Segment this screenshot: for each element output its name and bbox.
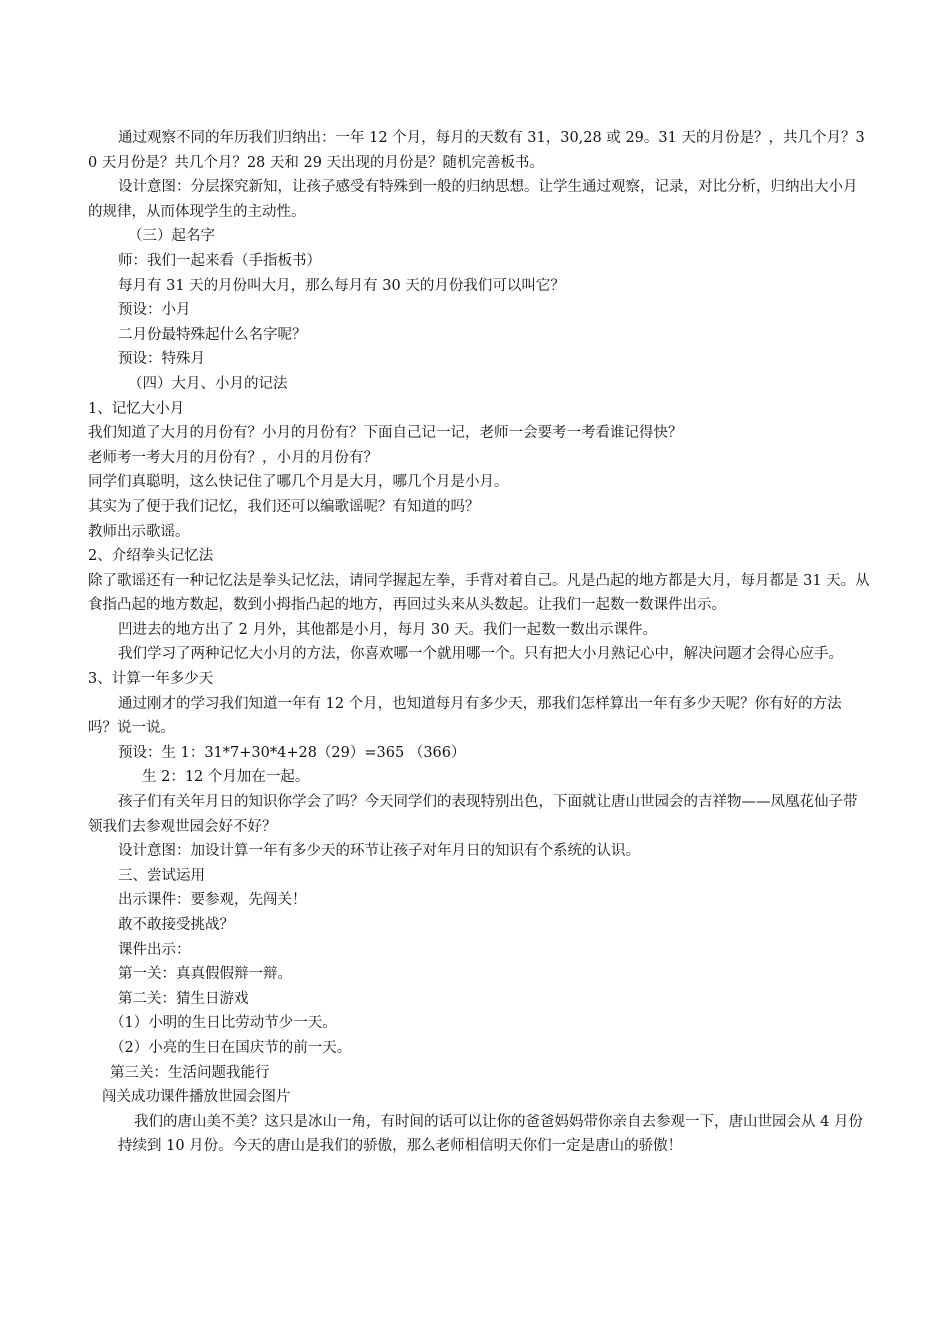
heading-memorize: 1、记忆大小月 [88,400,185,417]
line-level-2: 第二关：猜生日游戏 [118,990,249,1007]
line-show-rhyme: 教师出示歌谣。 [88,523,190,540]
line-xiaoliang: （2）小亮的生日在国庆节的前一天。 [110,1039,352,1056]
line-preset-small: 预设：小月 [118,302,191,319]
paragraph-fist: 除了歌谣还有一种记忆法是拳头记忆法，请同学握起左拳，手背对着自己。凡是凸起的地方都是大月，每月都是 31 天。从食指凸起的地方数起，数到小拇指凸起的地方，再回过头来从头数起。让我们一起数一数课件出示。 [88,572,870,614]
line-preset-special: 预设：特殊月 [118,351,205,368]
heading-try: 三、尝试运用 [118,867,205,884]
line-student-2: 生 2：12 个月加在一起。 [142,769,310,786]
line-smart: 同学们真聪明，这么快记住了哪几个月是大月，哪几个月是小月。 [88,474,509,491]
heading-memory-methods: （四）大月、小月的记法 [128,375,288,392]
line-level-1: 第一关：真真假假辩一辩。 [118,966,292,983]
line-teacher: 师：我们一起来看（手指板书） [118,252,321,269]
line-challenge: 敢不敢接受挑战？ [118,917,234,933]
line-rhyme: 其实为了便于我们记忆，我们还可以编歌谣呢？有知道的吗？ [88,498,480,515]
line-courseware-show: 课件出示： [118,941,191,958]
heading-naming: （三）起名字 [128,228,215,245]
line-february: 二月份最特殊起什么名字呢？ [118,326,307,343]
paragraph-count-days: 通过刚才的学习我们知道一年有 12 个月，也知道每月有多少天，那我们怎样算出一年有多少天呢？你有好的方法吗？说一说。 [88,695,842,737]
paragraph-two-methods: 我们学习了两种记忆大小月的方法，你喜欢哪一个就用哪一个。只有把大小月熟记心中，解决问题才会得心应手。 [118,646,843,663]
line-level-3: 第三关：生活问题我能行 [110,1064,270,1081]
line-xiaoming: （1）小明的生日比劳动节少一天。 [110,1015,337,1032]
line-preset-formula: 预设：生 1：31*7+30*4+28（29）=365 （366） [118,744,466,761]
heading-count-days: 3、计算一年多少天 [88,671,214,688]
line-courseware: 出示课件：要参观，先闯关！ [118,892,307,909]
line-concave: 凹进去的地方出了 2 月外，其他都是小月，每月 30 天。我们一起数一数出示课件。 [118,621,658,638]
line-know-months: 我们知道了大月的月份有？小月的月份有？下面自己记一记，老师一会要考一考看谁记得快？ [88,425,683,442]
line-success: 闯关成功课件播放世园会图片 [102,1089,291,1106]
line-question-30: 每月有 31 天的月份叫大月，那么每月有 30 天的月份我们可以叫它？ [118,277,565,294]
heading-fist-method: 2、介绍拳头记忆法 [88,548,214,565]
paragraph-observation: 通过观察不同的年历我们归纳出：一年 12 个月，每月的天数有 31，30,28 或 29。31 天的月份是？，共几个月？30 天月份是？共几个月？28 天和 29 天出现的月份是？随机完善板书。 [88,130,865,171]
paragraph-expo: 孩子们有关年月日的知识你学会了吗？今天同学们的表现特别出色，下面就让唐山世园会的吉祥物——凤凰花仙子带领我们去参观世园会好不好？ [88,794,858,835]
paragraph-design-intent-2: 设计意图：加设计算一年有多少天的环节让孩子对年月日的知识有个系统的认识。 [118,843,640,860]
line-teacher-test: 老师考一考大月的月份有？，小月的月份有？ [88,449,378,466]
paragraph-tangshan: 我们的唐山美不美？这只是冰山一角，有时间的话可以让你的爸爸妈妈带你亲自去参观一下，唐山世园会从 4 月份持续到 10 月份。今天的唐山是我们的骄傲，那么老师相信明天你们一定是唐山的骄傲！ [118,1113,863,1155]
paragraph-design-intent-1: 设计意图：分层探究新知，让孩子感受有特殊到一般的归纳思想。让学生通过观察，记录，对比分析，归纳出大小月的规律，从而体现学生的主动性。 [88,179,858,220]
